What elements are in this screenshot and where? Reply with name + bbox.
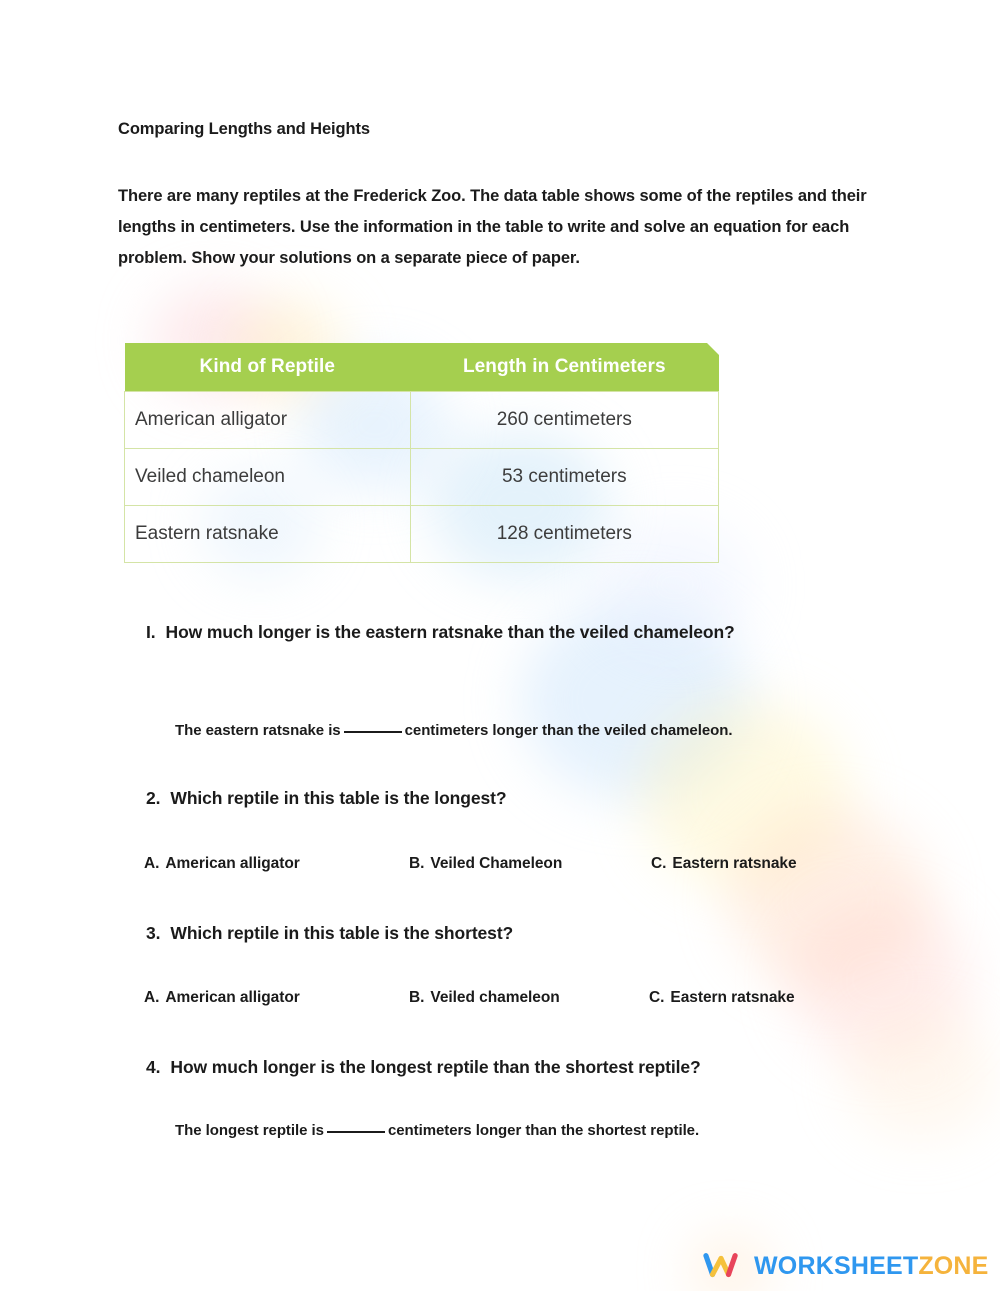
choice-text: Veiled chameleon bbox=[430, 989, 560, 1006]
question-1-text: How much longer is the eastern ratsnake than the veiled chameleon? bbox=[165, 622, 735, 642]
question-1-answer-line bbox=[175, 718, 935, 744]
question-4-answer-line bbox=[175, 1118, 935, 1144]
choice-label: B. bbox=[409, 989, 425, 1006]
w-logo-icon bbox=[702, 1250, 740, 1282]
table-header-row bbox=[125, 343, 719, 392]
table-row bbox=[125, 449, 719, 506]
choice-text: Eastern ratsnake bbox=[670, 989, 795, 1006]
question-1-number: I. bbox=[146, 622, 156, 642]
table-row bbox=[125, 506, 719, 563]
choice-label: B. bbox=[409, 855, 425, 872]
question-2-text: Which reptile in this table is the longest? bbox=[170, 788, 507, 808]
choice-label: A. bbox=[144, 989, 160, 1006]
page-title: Comparing Lengths and Heights bbox=[118, 120, 370, 138]
worksheetzone-logo[interactable] bbox=[702, 1250, 989, 1282]
brand-wordmark bbox=[754, 1251, 989, 1280]
question-1-answer-blank[interactable] bbox=[344, 731, 402, 733]
table-row bbox=[125, 392, 719, 449]
question-1-answer-suffix: centimeters longer than the veiled chameleon. bbox=[404, 722, 733, 739]
question-2-number: 2. bbox=[146, 788, 161, 808]
brand-zone: ZONE bbox=[918, 1251, 989, 1280]
question-4-answer-blank[interactable] bbox=[327, 1131, 385, 1133]
question-4-answer-suffix: centimeters longer than the shortest reptile. bbox=[387, 1122, 700, 1139]
cell-reptile-name: Eastern ratsnake bbox=[125, 506, 411, 563]
question-2-choice-c[interactable] bbox=[651, 855, 797, 873]
instructions-paragraph: There are many reptiles at the Frederick Zoo. The data table shows some of the reptiles and their lengths in centimeters. Use the information in the table to write and solve an equation for each problem. Show your solutions on a separate piece of paper. bbox=[118, 187, 867, 267]
question-3-choices bbox=[144, 989, 795, 1007]
question-4-number: 4. bbox=[146, 1057, 161, 1077]
choice-text: Veiled Chameleon bbox=[430, 855, 563, 872]
background-wash bbox=[730, 810, 930, 990]
question-2-choice-a[interactable] bbox=[144, 855, 409, 873]
question-2-choices bbox=[144, 855, 797, 873]
cell-reptile-length: 260 centimeters bbox=[410, 392, 718, 449]
question-3 bbox=[146, 918, 846, 948]
brand-worksheet: WORKSHEET bbox=[754, 1251, 919, 1280]
cell-reptile-name: American alligator bbox=[125, 392, 411, 449]
choice-text: Eastern ratsnake bbox=[672, 855, 797, 872]
choice-label: C. bbox=[651, 855, 667, 872]
question-2-choice-b[interactable] bbox=[409, 855, 651, 873]
question-3-choice-a[interactable] bbox=[144, 989, 409, 1007]
reptile-data-table bbox=[124, 343, 719, 563]
column-header-kind-of-reptile: Kind of Reptile bbox=[125, 343, 411, 392]
question-3-number: 3. bbox=[146, 923, 161, 943]
choice-label: C. bbox=[649, 989, 665, 1006]
question-3-text: Which reptile in this table is the shortest? bbox=[170, 923, 514, 943]
choice-label: A. bbox=[144, 855, 160, 872]
choice-text: American alligator bbox=[165, 855, 300, 872]
cell-reptile-length: 53 centimeters bbox=[410, 449, 718, 506]
column-header-length-in-centimeters: Length in Centimeters bbox=[410, 343, 718, 392]
question-1 bbox=[146, 617, 756, 647]
question-4-answer-prefix: The longest reptile is bbox=[175, 1122, 324, 1139]
question-2 bbox=[146, 783, 846, 813]
cell-reptile-length: 128 centimeters bbox=[410, 506, 718, 563]
question-4 bbox=[146, 1052, 946, 1082]
question-4-text: How much longer is the longest reptile than the shortest reptile? bbox=[170, 1057, 701, 1077]
question-3-choice-c[interactable] bbox=[649, 989, 795, 1007]
choice-text: American alligator bbox=[165, 989, 300, 1006]
question-1-answer-prefix: The eastern ratsnake is bbox=[175, 722, 341, 739]
cell-reptile-name: Veiled chameleon bbox=[125, 449, 411, 506]
question-3-choice-b[interactable] bbox=[409, 989, 649, 1007]
